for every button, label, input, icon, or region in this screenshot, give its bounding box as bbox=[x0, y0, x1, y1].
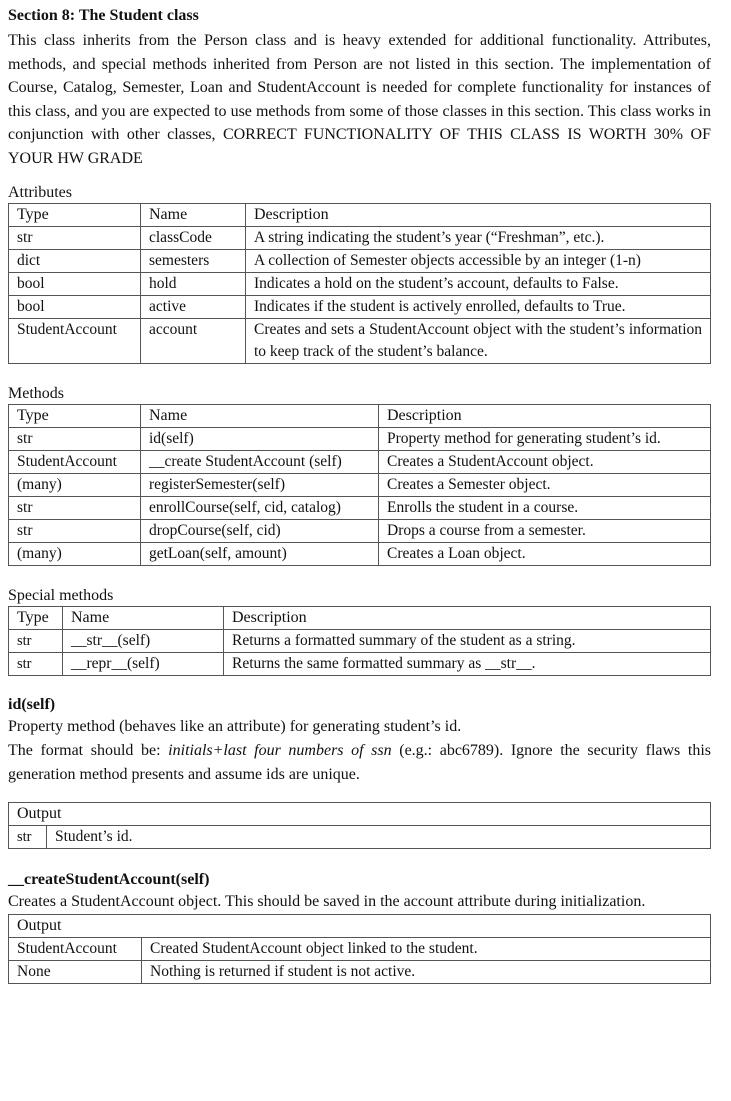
method-description: Creates a Semester object. bbox=[379, 473, 711, 496]
table-row bbox=[9, 960, 711, 983]
header-name: Name bbox=[141, 404, 379, 427]
table-header-row bbox=[9, 203, 711, 226]
create-output-table bbox=[8, 914, 711, 984]
special-description: Returns the same formatted summary as __str__. bbox=[224, 652, 711, 675]
id-format-italic: initials+last four numbers of ssn bbox=[168, 741, 392, 759]
id-section-title: id(self) bbox=[8, 695, 56, 713]
attr-type: bool bbox=[9, 272, 141, 295]
id-section-line1: Property method (behaves like an attribute) for generating student’s id. bbox=[8, 717, 462, 735]
special-name: __str__(self) bbox=[63, 629, 224, 652]
attr-type: StudentAccount bbox=[9, 318, 141, 363]
output-header: Output bbox=[9, 802, 711, 825]
header-description: Description bbox=[224, 606, 711, 629]
method-description: Creates a Loan object. bbox=[379, 542, 711, 565]
attr-name: account bbox=[141, 318, 246, 363]
table-row bbox=[9, 295, 711, 318]
table-row bbox=[9, 272, 711, 295]
attr-type: bool bbox=[9, 295, 141, 318]
method-type: str bbox=[9, 519, 141, 542]
attr-name: hold bbox=[141, 272, 246, 295]
table-header-row bbox=[9, 404, 711, 427]
attr-description: Creates and sets a StudentAccount object with the student’s information to keep track of the student’s balance. bbox=[246, 318, 711, 363]
section-title: Section 8: The Student class bbox=[8, 7, 199, 24]
method-type: (many) bbox=[9, 542, 141, 565]
attr-description: A string indicating the student’s year (“Freshman”, etc.). bbox=[246, 226, 711, 249]
attributes-label: Attributes bbox=[8, 183, 72, 201]
table-row bbox=[9, 629, 711, 652]
attributes-table bbox=[8, 203, 711, 364]
table-row bbox=[9, 318, 711, 363]
header-type: Type bbox=[9, 606, 63, 629]
method-name: id(self) bbox=[141, 427, 379, 450]
output-description: Created StudentAccount object linked to the student. bbox=[142, 937, 711, 960]
special-name: __repr__(self) bbox=[63, 652, 224, 675]
table-row bbox=[9, 473, 711, 496]
header-type: Type bbox=[9, 404, 141, 427]
attr-type: str bbox=[9, 226, 141, 249]
attr-description: A collection of Semester objects accessible by an integer (1-n) bbox=[246, 249, 711, 272]
table-header-row bbox=[9, 802, 711, 825]
table-row bbox=[9, 652, 711, 675]
method-description: Enrolls the student in a course. bbox=[379, 496, 711, 519]
table-row bbox=[9, 542, 711, 565]
output-description: Nothing is returned if student is not active. bbox=[142, 960, 711, 983]
method-type: (many) bbox=[9, 473, 141, 496]
output-type: StudentAccount bbox=[9, 937, 142, 960]
header-description: Description bbox=[379, 404, 711, 427]
special-description: Returns a formatted summary of the student as a string. bbox=[224, 629, 711, 652]
table-row bbox=[9, 450, 711, 473]
method-type: str bbox=[9, 427, 141, 450]
method-type: StudentAccount bbox=[9, 450, 141, 473]
method-name: dropCourse(self, cid) bbox=[141, 519, 379, 542]
id-format-prefix: The format should be: bbox=[8, 741, 169, 759]
attr-description: Indicates if the student is actively enrolled, defaults to True. bbox=[246, 295, 711, 318]
table-row bbox=[9, 496, 711, 519]
create-section-title: __createStudentAccount(self) bbox=[8, 870, 210, 888]
table-row bbox=[9, 825, 711, 848]
methods-label: Methods bbox=[8, 384, 64, 402]
method-description: Drops a course from a semester. bbox=[379, 519, 711, 542]
special-methods-table bbox=[8, 606, 711, 676]
method-description: Property method for generating student’s id. bbox=[379, 427, 711, 450]
table-row bbox=[9, 226, 711, 249]
header-type: Type bbox=[9, 203, 141, 226]
output-type: None bbox=[9, 960, 142, 983]
method-description: Creates a StudentAccount object. bbox=[379, 450, 711, 473]
table-header-row bbox=[9, 914, 711, 937]
id-section-line2 bbox=[8, 739, 711, 787]
id-format-suffix: (e.g.: abc6789). Ignore the security flaws this generation method presents and assume ids are unique. bbox=[8, 741, 712, 783]
table-row bbox=[9, 519, 711, 542]
method-name: enrollCourse(self, cid, catalog) bbox=[141, 496, 379, 519]
method-name: registerSemester(self) bbox=[141, 473, 379, 496]
table-header-row bbox=[9, 606, 711, 629]
intro-paragraph: This class inherits from the Person class and is heavy extended for additional functionality. Attributes, methods, and special methods inherited from Person are not listed in this section. The implementation of Course, Catalog, Semester, Loan and StudentAccount is needed for complete functionality for instances of this class, and you are expected to use methods from some of those classes in this section. This class works in conjunction with other classes, CORRECT FUNCTIONALITY OF THIS CLASS IS WORTH 30% OF YOUR HW GRADE bbox=[8, 32, 711, 167]
method-name: getLoan(self, amount) bbox=[141, 542, 379, 565]
method-name: __create StudentAccount (self) bbox=[141, 450, 379, 473]
header-description: Description bbox=[246, 203, 711, 226]
output-header: Output bbox=[9, 914, 711, 937]
attr-name: active bbox=[141, 295, 246, 318]
method-type: str bbox=[9, 496, 141, 519]
methods-table bbox=[8, 404, 711, 566]
header-name: Name bbox=[63, 606, 224, 629]
id-output-table bbox=[8, 802, 711, 849]
output-description: Student’s id. bbox=[47, 825, 711, 848]
output-type: str bbox=[9, 825, 47, 848]
create-section-text: Creates a StudentAccount object. This should be saved in the account attribute during initialization. bbox=[8, 892, 646, 910]
attr-name: classCode bbox=[141, 226, 246, 249]
table-row bbox=[9, 937, 711, 960]
header-name: Name bbox=[141, 203, 246, 226]
special-methods-label: Special methods bbox=[8, 586, 114, 604]
table-row bbox=[9, 249, 711, 272]
special-type: str bbox=[9, 652, 63, 675]
attr-type: dict bbox=[9, 249, 141, 272]
table-row bbox=[9, 427, 711, 450]
special-type: str bbox=[9, 629, 63, 652]
attr-name: semesters bbox=[141, 249, 246, 272]
attr-description: Indicates a hold on the student’s account, defaults to False. bbox=[246, 272, 711, 295]
